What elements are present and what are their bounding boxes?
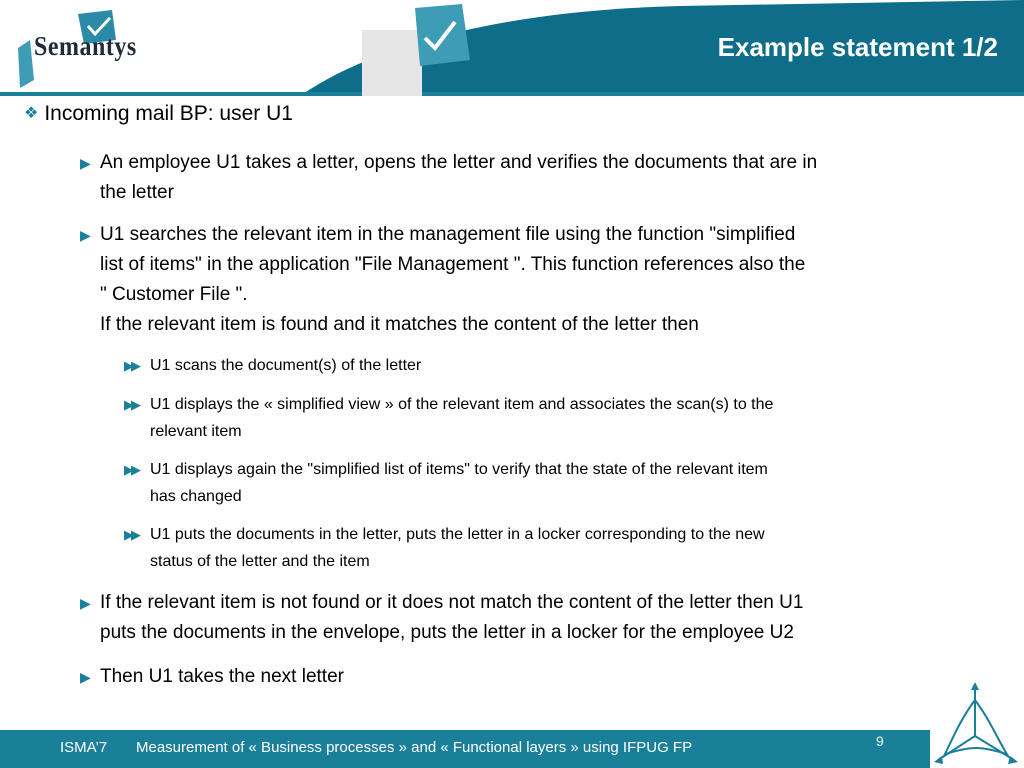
main-bullet	[24, 102, 293, 126]
sub-list-item	[124, 391, 774, 445]
company-logo-text: Semantys	[34, 31, 137, 62]
list-item	[80, 588, 804, 648]
item-line: puts the documents in the envelope, puts the letter in a locker for the employee U2	[100, 622, 794, 643]
slide-title: Example statement 1/2	[717, 32, 998, 62]
footer-text: Measurement of « Business processes » and « Functional layers » using IFPUG FP	[136, 739, 693, 756]
sub-item-line: U1 displays the « simplified view » of the relevant item and associates the scan(s) to the	[150, 396, 774, 413]
diamond-cluster-icon: ❖	[24, 105, 39, 122]
main-bullet-text: Incoming mail BP: user U1	[44, 102, 293, 125]
sub-list-item	[124, 521, 765, 575]
double-chevron-right-icon: ▶▶	[124, 397, 138, 412]
sub-item-line: has changed	[150, 488, 242, 505]
double-chevron-right-icon: ▶▶	[124, 462, 138, 477]
list-item	[80, 662, 344, 692]
sub-item-line: U1 scans the document(s) of the letter	[150, 357, 422, 374]
slide-header	[0, 0, 1024, 96]
sub-list-item	[124, 352, 422, 379]
double-chevron-right-icon: ▶▶	[124, 527, 138, 542]
item-line: list of items" in the application "File Management ". This function references also the	[100, 254, 806, 275]
item-line: An employee U1 takes a letter, opens the letter and verifies the documents that are in	[100, 152, 818, 173]
triangle-right-icon: ▶	[80, 227, 91, 243]
footer-conference-label: ISMA’7	[60, 739, 108, 756]
item-line: U1 searches the relevant item in the management file using the function "simplified	[100, 224, 796, 245]
triangle-right-icon: ▶	[80, 155, 91, 171]
triangle-network-icon	[930, 680, 1020, 766]
item-line: If the relevant item is found and it matches the content of the letter then	[100, 314, 699, 335]
double-chevron-right-icon: ▶▶	[124, 358, 138, 373]
sub-item-line: U1 puts the documents in the letter, puts the letter in a locker corresponding to the new	[150, 526, 765, 543]
item-line: the letter	[100, 182, 174, 203]
sub-list-item	[124, 456, 768, 510]
triangle-right-icon: ▶	[80, 669, 91, 685]
sub-item-line: status of the letter and the item	[150, 553, 370, 570]
item-line: Then U1 takes the next letter	[100, 666, 344, 687]
page-number: 9	[876, 733, 884, 749]
list-item	[80, 148, 818, 208]
sub-item-line: U1 displays again the "simplified list of items" to verify that the state of the relevant item	[150, 461, 768, 478]
item-line: If the relevant item is not found or it does not match the content of the letter then U1	[100, 592, 804, 613]
sub-item-line: relevant item	[150, 423, 242, 440]
triangle-right-icon: ▶	[80, 595, 91, 611]
item-line: " Customer File ".	[100, 284, 248, 305]
list-item	[80, 220, 806, 340]
